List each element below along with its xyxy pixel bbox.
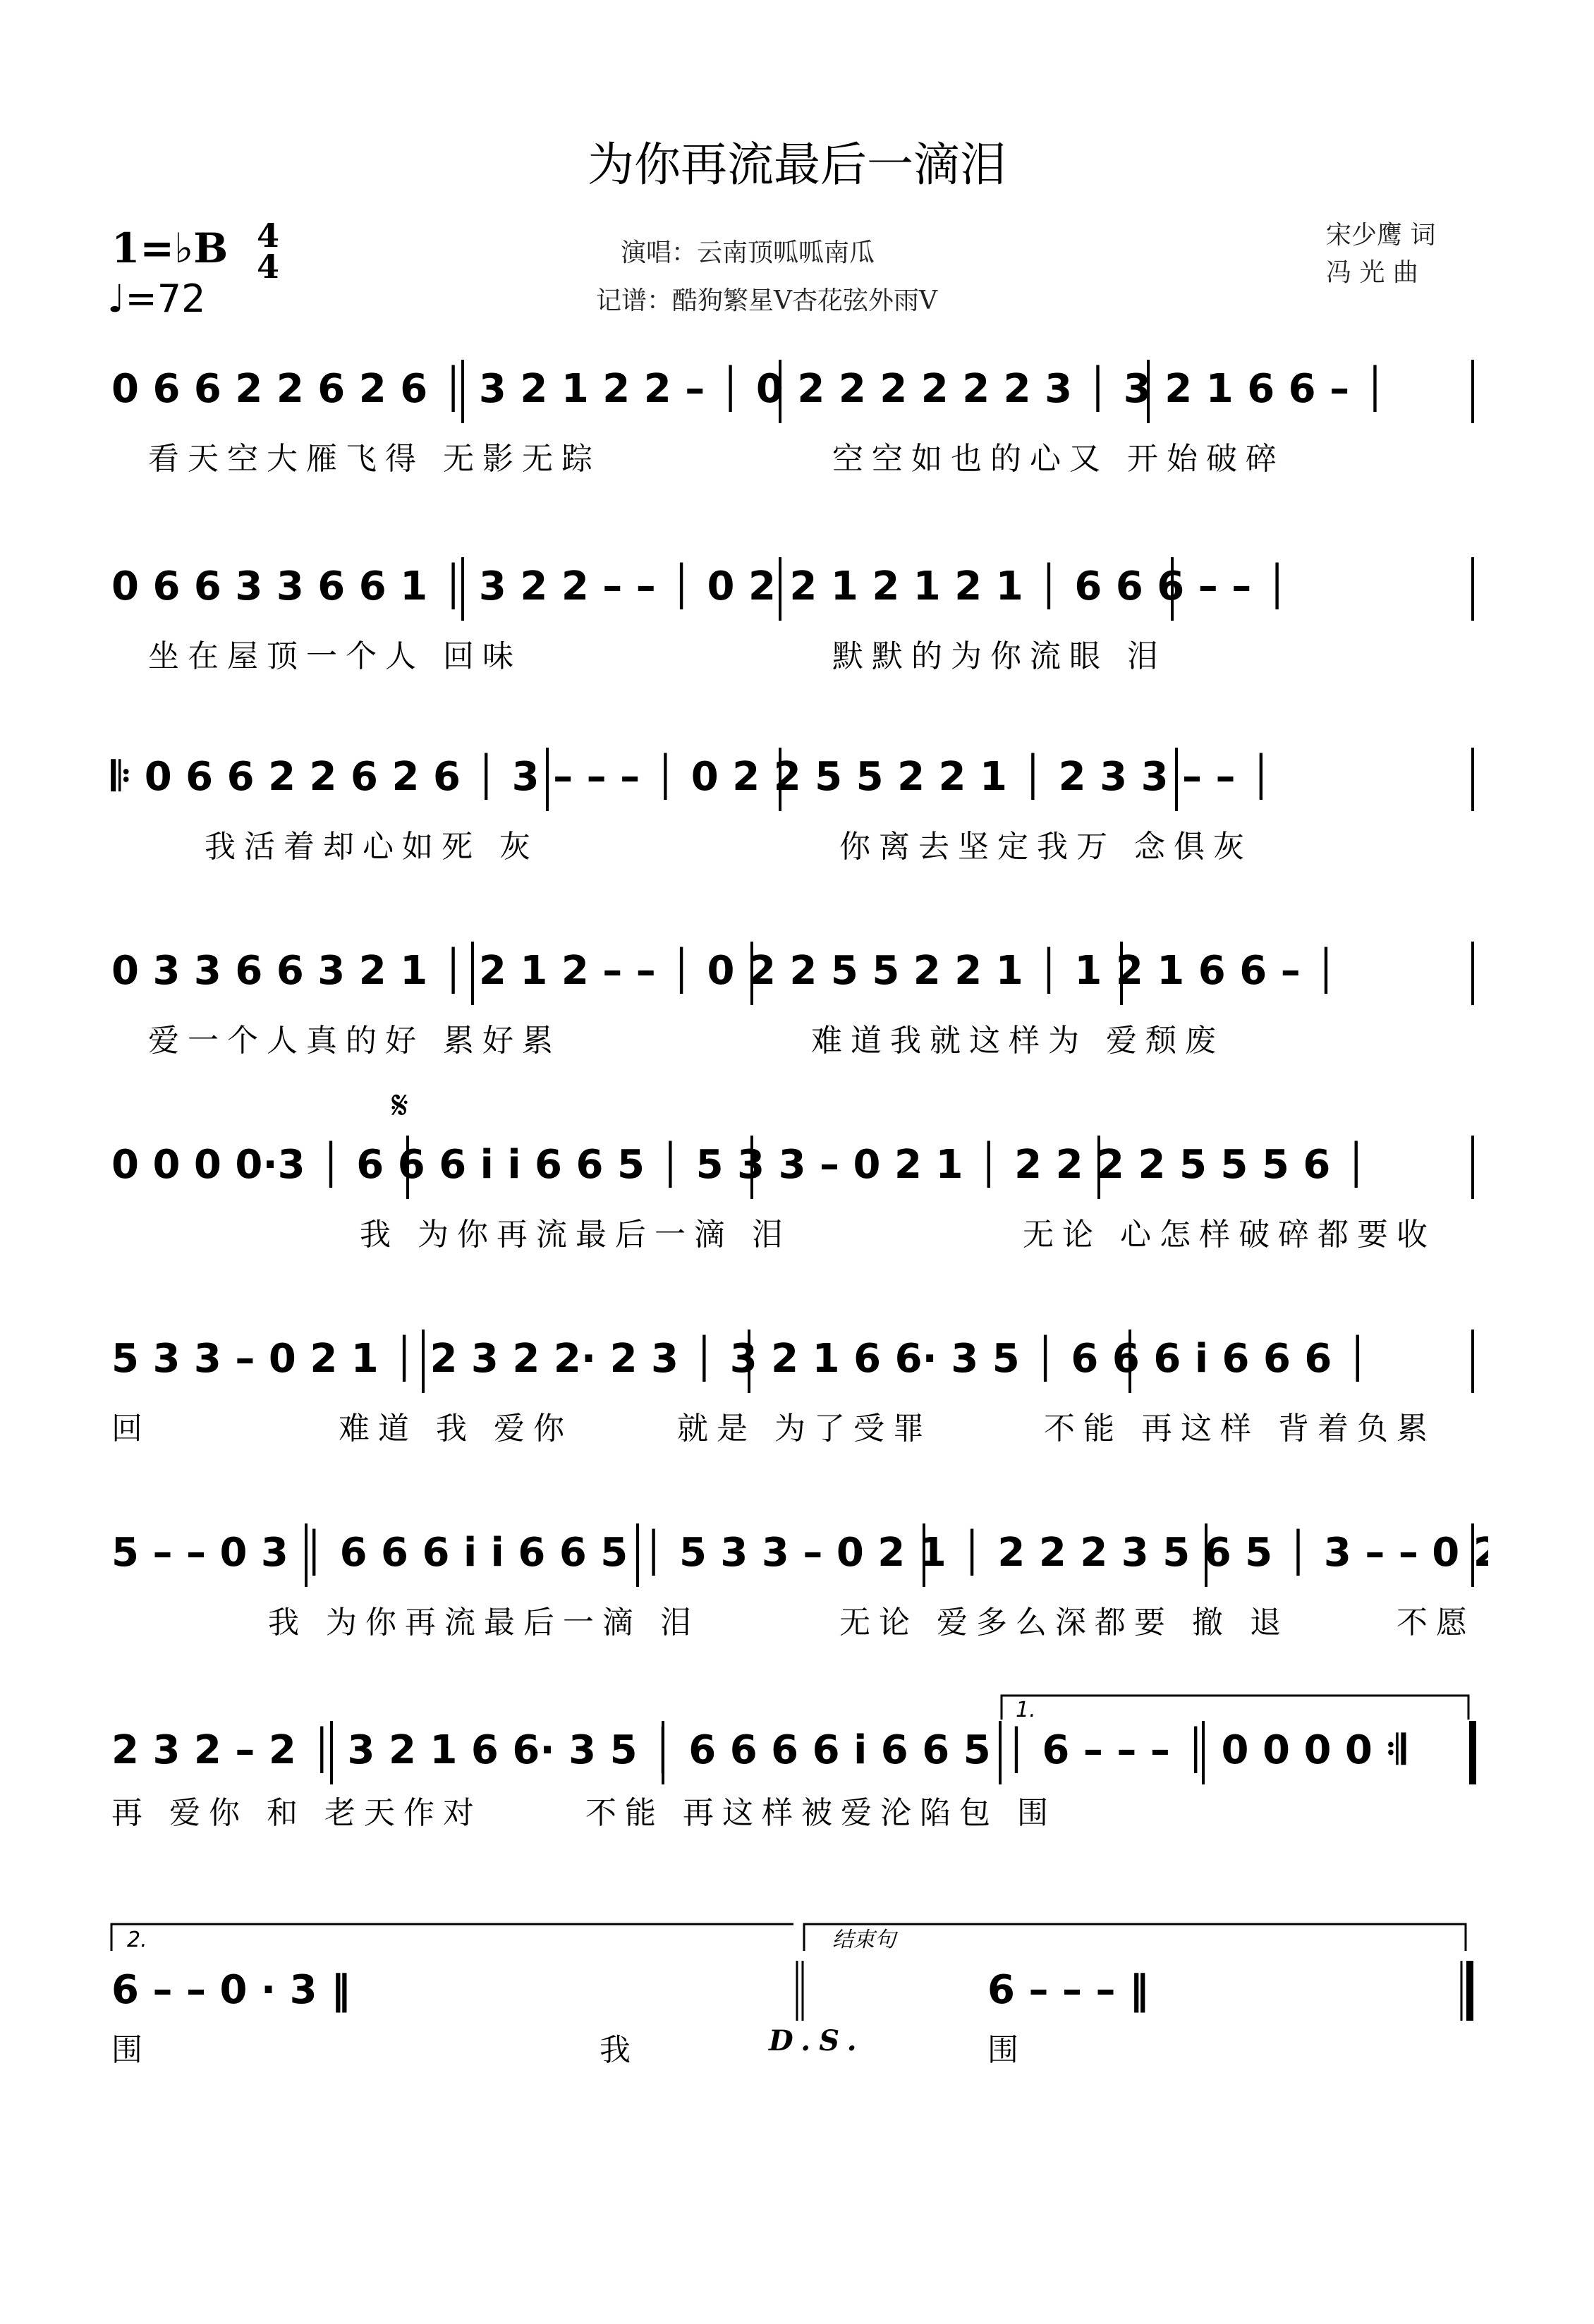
notation-line-1 [106, 353, 1488, 430]
notation-text: 0 3 3 6 6 3 2 1 │ 2 1 2 – – │ 0 2 2 5 5 2 2 1 │ 1 2 1 6 6 – │ [111, 948, 1338, 994]
singer-credit: 演唱：云南顶呱呱南瓜 [621, 238, 875, 267]
notation-text: 6 – – – ‖ [987, 1967, 1149, 2013]
music-system-7 [106, 1516, 1488, 1639]
lyrics-line-1 [106, 433, 1488, 475]
lyric-segment: 我 [600, 2032, 639, 2068]
notation-text: 5 3 3 – 0 2 1 │ 2 3 2 2· 2 3 │ 3 2 1 6 6· 3 5 │ 6 6 6 i 6 6 6 │ [111, 1336, 1370, 1382]
notation-line-6 [106, 1322, 1488, 1400]
song-title: 为你再流最后一滴泪 [588, 138, 1006, 192]
ending-lyrics [106, 2024, 1488, 2067]
lyric-segment: 我活着却心如死 灰 [205, 829, 539, 865]
music-system-8 [106, 1693, 1488, 1830]
time-signature [254, 217, 282, 286]
lyric-segment: 坐在屋顶一个人 回味 [148, 638, 522, 674]
lyrics-line-4 [106, 1015, 1488, 1057]
lyric-segment: 难道 我 爱你 [339, 1411, 573, 1447]
lyrics-line-3 [106, 821, 1488, 863]
notation-text: 0 6 6 2 2 6 2 6 │ 3 2 1 2 2 – │ 0 2 2 2 2 2 2 3 │ 3 2 1 6 6 – │ [111, 366, 1387, 412]
lyric-segment: 我 为你再流最后一滴 泪 [268, 1605, 700, 1641]
notation-line-2 [106, 550, 1488, 628]
coda-bracket [804, 1924, 1466, 1951]
notation-text: 5 – – 0 3 │ 6 6 6 i i 6 6 5 │ 5 3 3 – 0 2 1 │ 2 2 2 3 5 6 5 │ 3 – – 0 2 1 │ [111, 1530, 1488, 1576]
lyric-segment: 不能 再这样 背着负累 [1044, 1411, 1436, 1447]
time-signature-bottom: 4 [256, 248, 279, 286]
lyric-segment: 空空如也的心又 开始破碎 [832, 441, 1285, 477]
time-signature-top: 4 [256, 217, 279, 255]
notation-line-5 [106, 1128, 1488, 1206]
segno-sign: 𝄋 [391, 1083, 409, 1128]
notation-line-3 [106, 741, 1488, 818]
notation-text: 𝄆 0 6 6 2 2 6 2 6 │ 3 – – – │ 0 2 2 5 5 2 2 1 │ 2 3 3 – – │ [111, 754, 1273, 800]
music-system-4 [106, 935, 1488, 1057]
lyric-segment: 看天空大雁飞得 无影无踪 [148, 441, 601, 477]
composer-credit: 冯 光 曲 [1326, 258, 1418, 287]
lyric-segment: 我 为你再流最后一滴 泪 [360, 1217, 791, 1253]
lyric-segment: 无论 心怎样破碎都要收 [1023, 1217, 1436, 1253]
notation-line-4 [106, 935, 1488, 1012]
volta-2-bracket [111, 1924, 793, 1951]
tempo-marking: ♩=72 [107, 276, 206, 321]
notation-text: 0 0 0 0·3 │ 6 6 6 i i 6 6 5 │ 5 3 3 – 0 2 1 │ 2 2 2 2 5 5 5 6 │ [111, 1142, 1368, 1188]
ending-brackets [106, 1918, 1488, 1954]
transcriber-credit: 记谱：酷狗繁星V杏花弦外雨V [596, 286, 937, 315]
lyric-segment: 围 [987, 2032, 1027, 2068]
volta-1-label: 1. [1016, 1698, 1036, 1721]
ending-section [106, 1918, 1488, 2067]
music-system-2 [106, 550, 1488, 673]
lyric-segment: 默默的为你流眼 泪 [832, 638, 1167, 674]
lyric-segment: 就是 为了受罪 [677, 1411, 932, 1447]
lyrics-line-6 [106, 1403, 1488, 1445]
lyricist-credit: 宋少鹰 词 [1326, 221, 1436, 250]
lyric-segment: 爱一个人真的好 累好累 [148, 1023, 561, 1059]
volta-2-label: 2. [127, 1928, 147, 1952]
notation-text: 2 3 2 – 2 │ 3 2 1 6 6· 3 5 │ 6 6 6 6 i 6 6 5 │ 6 – – – │ 0 0 0 0 𝄇 [111, 1727, 1406, 1773]
lyric-segment: 围 [111, 2032, 151, 2068]
lyrics-line-2 [106, 631, 1488, 673]
volta-1-bracket [106, 1693, 1488, 1721]
lyrics-line-8 [106, 1787, 1488, 1830]
lyric-segment: 回 [111, 1411, 151, 1447]
lyric-segment: 不能 再这样被爱沦陷包 围 [585, 1795, 1057, 1831]
coda-label: 结束句 [832, 1928, 896, 1952]
lyric-segment: 再 爱你 和 老天作对 [111, 1795, 482, 1831]
lyrics-line-5 [106, 1209, 1488, 1251]
notation-text: 0 6 6 3 3 6 6 1 │ 3 2 2 – – │ 0 2 2 1 2 1 2 1 │ 6 6 6 – – │ [111, 564, 1289, 609]
lyric-segment: 难道我就这样为 爱颓废 [811, 1023, 1224, 1059]
lyric-segment: 你离去坚定我万 念俱灰 [839, 829, 1253, 865]
lyric-segment: 不愿 [1397, 1605, 1476, 1641]
notation-text: 6 – – 0 · 3 ‖ [111, 1967, 351, 2013]
dal-segno-marking: D.S. [769, 2024, 865, 2057]
key-signature: 1=♭B [111, 224, 229, 272]
notation-line-7 [106, 1516, 1488, 1594]
lyrics-line-7 [106, 1597, 1488, 1639]
ending-notation [106, 1954, 1488, 2024]
music-system-3 [106, 741, 1488, 863]
music-system-5 [106, 1128, 1488, 1251]
music-system-1 [106, 353, 1488, 475]
lyric-segment: 无论 爱多么深都要 撤 退 [839, 1605, 1289, 1641]
music-system-6 [106, 1322, 1488, 1445]
